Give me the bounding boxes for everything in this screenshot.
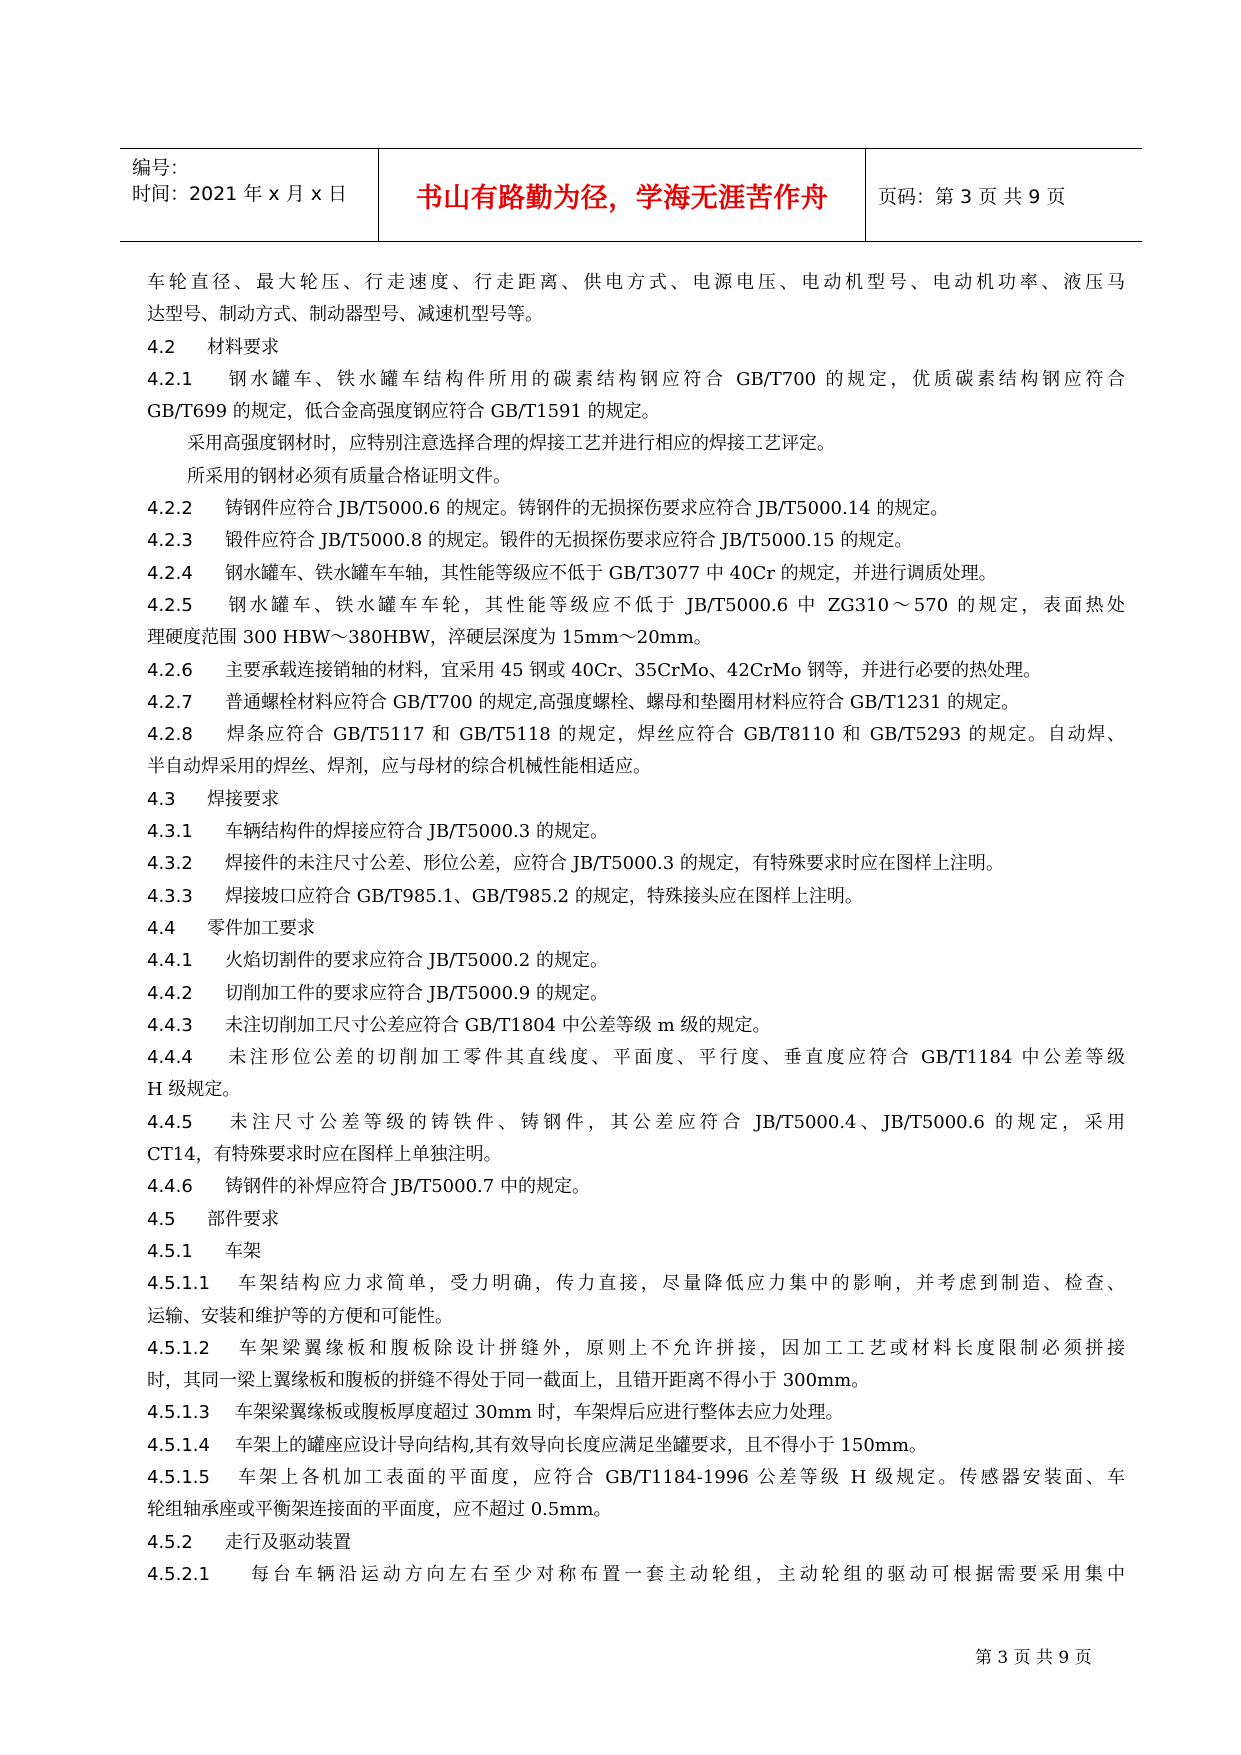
line-text: 半自动焊采用的焊丝、焊剂，应与母材的综合机械性能相适应。 [147,756,651,778]
paragraph-line [147,1365,1125,1397]
section-number: 4.3.1 [147,821,193,843]
paragraph-line [147,1301,1125,1333]
paragraph-line [147,1074,1125,1106]
line-text: 焊条应符合 GB/T5117 和 GB/T5118 的规定，焊丝应符合 GB/T8110 和 GB/T5293 的规定。自动焊、 [225,724,1125,746]
paragraph-line [147,299,1125,331]
numbered-paragraph-line [147,1430,1125,1462]
numbered-paragraph-line [147,1204,1125,1236]
header-page-cell [866,149,1142,241]
numbered-paragraph-line [147,1559,1125,1591]
section-number: 4.4.5 [147,1111,193,1133]
numbered-paragraph-line [147,1010,1125,1042]
line-text: 主要承载连接销轴的材料，宜采用 45 钢或 40Cr、35CrMo、42CrMo 钢等，并进行必要的热处理。 [225,659,1042,681]
section-number: 4.5.1.5 [147,1466,210,1488]
header-page-code: 页码：第 3 页 共 9 页 [878,185,1066,208]
header-time-label: 时间：2021 年 x 月 x 日 [132,183,348,205]
line-text: 所采用的钢材必须有质量合格证明文件。 [187,465,511,487]
numbered-paragraph-line [147,945,1125,977]
section-number: 4.2.8 [147,724,193,746]
section-number: 4.2 [147,336,176,358]
line-text: 车轮直径、最大轮压、行走速度、行走距离、供电方式、电源电压、电动机型号、电动机功率、液压马 [147,272,1125,293]
line-text: 铸钢件应符合 JB/T5000.6 的规定。铸钢件的无损探伤要求应符合 JB/T5000.14 的规定。 [225,498,949,520]
line-text: 焊接件的未注尺寸公差、形位公差，应符合 JB/T5000.3 的规定，有特殊要求时应在图样上注明。 [225,853,1004,875]
line-text: 焊接坡口应符合 GB/T985.1、GB/T985.2 的规定，特殊接头应在图样上注明。 [225,885,863,907]
section-number: 4.2.6 [147,659,193,681]
line-text: 零件加工要求 [207,917,315,939]
section-number: 4.2.1 [147,368,193,390]
numbered-paragraph-line [147,558,1125,590]
line-text: 车架结构应力求简单，受力明确，传力直接，尽量降低应力集中的影响，并考虑到制造、检查、 [235,1273,1125,1295]
paragraph-line [147,751,1125,783]
numbered-paragraph-line [147,1333,1125,1365]
section-number: 4.3.2 [147,853,193,875]
line-text: 焊接要求 [207,788,279,810]
numbered-paragraph-line [147,655,1125,687]
line-text: 车架梁翼缘板和腹板除设计拼缝外，原则上不允许拼接，因加工工艺或材料长度限制必须拼接 [235,1337,1125,1359]
document-body [147,267,1125,1591]
line-text: 未注形位公差的切削加工零件其直线度、平面度、平行度、垂直度应符合 GB/T1184 中公差等级 [225,1047,1125,1069]
numbered-paragraph-line [147,816,1125,848]
section-number: 4.5.1 [147,1240,193,1262]
line-text: 未注切削加工尺寸公差应符合 GB/T1804 中公差等级 m 级的规定。 [225,1014,771,1036]
numbered-paragraph-line [147,687,1125,719]
line-text: CT14，有特殊要求时应在图样上单独注明。 [147,1144,502,1166]
line-text: 铸钢件的补焊应符合 JB/T5000.7 中的规定。 [225,1176,590,1198]
line-text: 锻件应符合 JB/T5000.8 的规定。锻件的无损探伤要求应符合 JB/T5000.15 的规定。 [225,530,913,552]
line-text: 采用高强度钢材时，应特别注意选择合理的焊接工艺并进行相应的焊接工艺评定。 [187,433,835,455]
numbered-paragraph-line [147,332,1125,364]
line-text: 车辆结构件的焊接应符合 JB/T5000.3 的规定。 [225,821,608,843]
numbered-paragraph-line [147,1171,1125,1203]
section-number: 4.5.2.1 [147,1563,210,1585]
numbered-paragraph-line [147,1107,1125,1139]
numbered-paragraph-line [147,881,1125,913]
line-text: 火焰切割件的要求应符合 JB/T5000.2 的规定。 [225,950,608,972]
section-number: 4.5 [147,1208,176,1230]
line-text: 理硬度范围 300 HBW～380HBW，淬硬层深度为 15mm～20mm。 [147,627,712,649]
line-text: 走行及驱动装置 [225,1531,351,1553]
line-text: 车架 [225,1240,261,1262]
section-number: 4.4.4 [147,1047,193,1069]
section-number: 4.4.3 [147,1014,193,1036]
section-number: 4.5.2 [147,1531,193,1553]
header-info-cell [120,149,378,241]
section-number: 4.4 [147,917,176,939]
line-text: 切削加工件的要求应符合 JB/T5000.9 的规定。 [225,982,608,1004]
numbered-paragraph-line [147,719,1125,751]
line-text: 车架上各机加工表面的平面度，应符合 GB/T1184-1996 公差等级 H 级规定。传感器安装面、车 [235,1466,1125,1488]
numbered-paragraph-line [147,848,1125,880]
line-text: 未注尺寸公差等级的铸铁件、铸钢件，其公差应符合 JB/T5000.4、JB/T5000.6 的规定，采用 [225,1111,1125,1133]
line-text: GB/T699 的规定，低合金高强度钢应符合 GB/T1591 的规定。 [147,401,660,423]
numbered-paragraph-line [147,1268,1125,1300]
paragraph-line [147,461,1125,493]
line-text: 材料要求 [207,336,279,358]
header-number-label: 编号： [132,157,190,179]
header-motto-cell [378,149,866,241]
numbered-paragraph-line [147,1462,1125,1494]
section-number: 4.5.1.1 [147,1273,210,1295]
section-number: 4.4.2 [147,982,193,1004]
section-number: 4.3.3 [147,885,193,907]
section-number: 4.4.6 [147,1176,193,1198]
line-text: 车架上的罐座应设计导向结构,其有效导向长度应满足坐罐要求，且不得小于 150mm。 [235,1434,927,1456]
numbered-paragraph-line [147,364,1125,396]
line-text: 钢水罐车、铁水罐车结构件所用的碳素结构钢应符合 GB/T700 的规定，优质碳素结构钢应符合 [225,368,1125,390]
section-number: 4.2.3 [147,530,193,552]
paragraph-line [147,1139,1125,1171]
section-number: 4.5.1.2 [147,1337,210,1359]
numbered-paragraph-line [147,1236,1125,1268]
numbered-paragraph-line [147,1527,1125,1559]
line-text: 钢水罐车、铁水罐车车轮，其性能等级应不低于 JB/T5000.6 中 ZG310～570 的规定，表面热处 [225,594,1125,616]
section-number: 4.2.4 [147,562,193,584]
section-number: 4.2.7 [147,691,193,713]
section-number: 4.5.1.3 [147,1402,210,1424]
line-text: 轮组轴承座或平衡架连接面的平面度，应不超过 0.5mm。 [147,1499,612,1521]
document-header [120,148,1142,242]
header-motto: 书山有路勤为径，学海无涯苦作舟 [415,182,829,214]
numbered-paragraph-line [147,493,1125,525]
page-footer: 第 3 页 共 9 页 [975,1648,1092,1668]
numbered-paragraph-line [147,590,1125,622]
numbered-paragraph-line [147,1397,1125,1429]
numbered-paragraph-line [147,525,1125,557]
paragraph-line [147,622,1125,654]
paragraph-line [147,396,1125,428]
numbered-paragraph-line [147,1042,1125,1074]
numbered-paragraph-line [147,784,1125,816]
line-text: 车架梁翼缘板或腹板厚度超过 30mm 时，车架焊后应进行整体去应力处理。 [235,1402,844,1424]
section-number: 4.2.2 [147,498,193,520]
paragraph-line [147,1494,1125,1526]
line-text: 每台车辆沿运动方向左右至少对称布置一套主动轮组，主动轮组的驱动可根据需要采用集中 [247,1563,1125,1585]
line-text: 部件要求 [207,1208,279,1230]
line-text: 普通螺栓材料应符合 GB/T700 的规定,高强度螺栓、螺母和垫圈用材料应符合 GB/T1231 的规定。 [225,691,1020,713]
section-number: 4.3 [147,788,176,810]
section-number: 4.5.1.4 [147,1434,210,1456]
section-number: 4.2.5 [147,594,193,616]
line-text: 时，其同一梁上翼缘板和腹板的拼缝不得处于同一截面上，且错开距离不得小于 300mm。 [147,1370,870,1392]
section-number: 4.4.1 [147,950,193,972]
line-text: 达型号、制动方式、制动器型号、减速机型号等。 [147,304,543,326]
paragraph-line [147,428,1125,460]
paragraph-line [147,267,1125,299]
line-text: 钢水罐车、铁水罐车车轴，其性能等级应不低于 GB/T3077 中 40Cr 的规定，并进行调质处理。 [225,562,997,584]
line-text: 运输、安装和维护等的方便和可能性。 [147,1305,453,1327]
line-text: H 级规定。 [147,1079,241,1101]
numbered-paragraph-line [147,913,1125,945]
numbered-paragraph-line [147,978,1125,1010]
